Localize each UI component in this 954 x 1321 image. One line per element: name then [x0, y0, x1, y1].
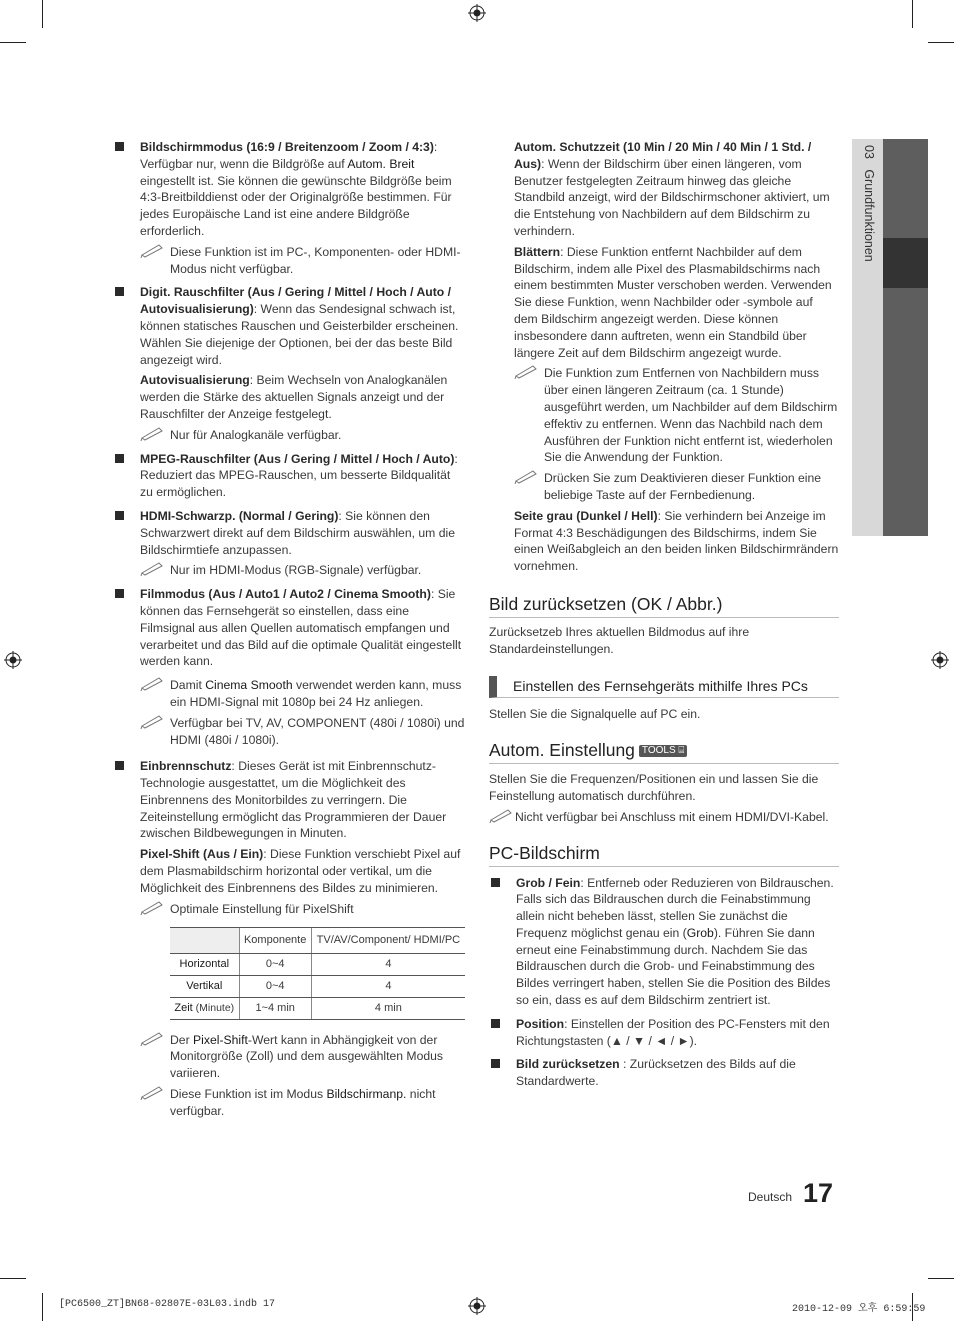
crop-mark: [0, 42, 26, 43]
chapter-tab-marker: [883, 238, 928, 288]
note-pencil-icon: [140, 560, 164, 576]
table-header: [170, 928, 239, 954]
table-header-row: [170, 928, 465, 954]
table-cell-label: [170, 976, 239, 998]
term: Position: [516, 1016, 565, 1031]
paragraph: [140, 758, 465, 842]
crop-mark: [912, 0, 913, 28]
table-cell-label: [170, 954, 239, 976]
right-column: [489, 139, 839, 1097]
note-text-bold: Pixel-Shift: [193, 1032, 248, 1047]
note: [489, 809, 839, 826]
note-text-bold: Cinema Smooth: [205, 678, 293, 693]
note: [140, 677, 465, 711]
bullet-icon: [491, 878, 500, 887]
list-item: [113, 451, 465, 501]
footer-language: Deutsch: [748, 1190, 793, 1204]
description: : Diese Funktion verschiebt Pixel auf dem Plasmabildschirm horizontal oder vertikal, um die Möglichkeit des Einbrennens des Bildes zu minimieren.: [140, 847, 461, 895]
table-cell-label: [170, 997, 239, 1019]
bullet-icon: [491, 1059, 500, 1068]
page-number: 17: [803, 1178, 834, 1208]
bullet-icon: [115, 589, 124, 598]
term: MPEG-Rauschfilter (Aus / Gering / Mittel / Hoch / Auto): [140, 451, 455, 466]
description: : Verfügbar nur, wenn die Bildgröße auf: [140, 140, 438, 171]
note-pencil-icon: [140, 1030, 164, 1046]
chapter-number: 03: [862, 145, 876, 159]
registration-mark-icon: [4, 651, 22, 669]
list-item: [113, 284, 465, 443]
term: Digit. Rauschfilter (Aus / Gering / Mittel / Hoch / Auto / Autovisualisierung): [140, 285, 452, 317]
note: [140, 1032, 465, 1082]
note: [140, 901, 465, 918]
section-title-pc-screen: PC-Bildschirm: [489, 842, 839, 867]
bullet-icon: [115, 761, 124, 770]
table-cell: 1~4 min: [239, 997, 311, 1019]
table-cell: 0~4: [239, 954, 311, 976]
note-pencil-icon: [514, 468, 538, 484]
term: Seite grau (Dunkel / Hell): [514, 508, 658, 523]
description: : Dieses Gerät ist mit Einbrennschutz-Technologie ausgestattet, um die Möglichkeit des Einbrennens des Monitorbildes zu verringern. Die Zeiteinstellung ermöglicht das Programmieren der Dauer zwischen Bildbewegungen in Minuten.: [140, 759, 447, 841]
section-title-auto: [489, 739, 839, 764]
term-inline: Autom. Breit: [347, 156, 415, 171]
description: eingestellt ist. Sie können die gewünschte Bildgröße beim 4:3-Breitbilddienst oder der Originalgröße bestimmen. Für jedes Europäische Land ist eine andere Bildgröße erforderlich.: [140, 173, 452, 238]
paragraph: [140, 451, 465, 501]
table-cell: 4: [311, 954, 465, 976]
note-pencil-icon: [140, 713, 164, 729]
note-text: Diese Funktion ist im PC-, Komponenten- oder HDMI-Modus nicht verfügbar.: [170, 244, 461, 276]
list-item: [113, 508, 465, 579]
description: : Diese Funktion entfernt Nachbilder auf dem Bildschirm, indem alle Pixel des Plasmabildschirms nach einem bestimmten Muster verschoben werden. Verwenden Sie diese Funktion, wenn Nachbilder oder -symbole auf dem Bildschirm angezeigt werden. Diese können insbesondere dann auftreten, wenn ein Standbild über längere Zeit auf dem Bildschirm angezeigt wurde.: [514, 244, 832, 360]
description: : Sie verhindern bei Anzeige im Format 4:3 Beschädigungen des Bildschirms, indem Sie einen Weißabgleich an den beiden linken Bildschirmrändern vornehmen.: [514, 508, 839, 574]
note-text-post: -Wert kann in Abhängigkeit von der Monitorgröße (Zoll) und dem ausgewählten Modus variieren.: [170, 1032, 443, 1081]
term: HDMI-Schwarzp. (Normal / Gering): [140, 508, 339, 523]
crop-mark: [928, 42, 954, 43]
crop-mark: [0, 1278, 26, 1279]
note-text: Nicht verfügbar bei Anschluss mit einem HDMI/DVI-Kabel.: [515, 809, 829, 824]
imprint-file: [PC6500_ZT]BN68-02807E-03L03.indb 17: [59, 1299, 276, 1310]
table-cell: 4: [311, 976, 465, 998]
list-item: [489, 1056, 839, 1090]
paragraph: [516, 1016, 839, 1050]
description: : Reduziert das MPEG-Rauschen, um besserte Bildqualität zu ermöglichen.: [140, 451, 458, 500]
table-header: Komponente: [239, 928, 311, 954]
description: : Zurücksetzen des Bilds auf die Standardwerte.: [516, 1057, 796, 1089]
crop-mark: [42, 1293, 43, 1321]
description: ). Führen Sie dann erneut eine Feinabstimmung durch. Nachdem Sie das Bildrauschen durch die Grob- und Feinabstimmung des Bildes verringert haben, stellen Sie die Position des Bildes so ein, dass es auf dem Bildschirm zentriert ist.: [516, 925, 831, 1008]
pixel-shift-table: [170, 927, 465, 1019]
note-pencil-icon: [140, 242, 164, 258]
paragraph: [140, 372, 465, 422]
bullet-icon: [491, 1019, 500, 1028]
description: : Sie können das Fernsehgerät so einstellen, dass eine Filmsignal aus allen Quellen automatisch empfangen und verarbeitet und das Bild auf die optimale Qualität eingestellt werden kann.: [140, 587, 462, 669]
note: [140, 1086, 465, 1120]
paragraph: [140, 586, 465, 670]
note: [514, 470, 839, 504]
row-label: Zeit: [174, 1001, 193, 1014]
subsection-title-pc: Einstellen des Fernsehgeräts mithilfe Ihres PCs: [489, 676, 839, 699]
note-text: Drücken Sie zum Deaktivieren dieser Funktion eine beliebige Taste auf der Fernbedienung.: [544, 471, 822, 502]
row-label: Vertikal: [186, 980, 223, 993]
note-text: Nur für Analogkanäle verfügbar.: [170, 427, 342, 442]
note: [514, 365, 839, 466]
section-text: Stellen Sie die Frequenzen/Positionen ein und lassen Sie die Feinstellung automatisch durchführen.: [489, 772, 819, 803]
table-body: [170, 954, 465, 1019]
term: Einbrennschutz: [140, 759, 232, 774]
note-pencil-icon: [140, 899, 164, 915]
crop-mark: [42, 0, 43, 28]
table-cell: 0~4: [239, 976, 311, 998]
paragraph: [140, 139, 465, 240]
note-text: Die Funktion zum Entfernen von Nachbildern muss über einen längeren Zeitraum (ca. 1 Stunde) ausgeführt werden, um Nachbilder auf dem Bildschirm effektiv zu entfernen. Wenn das Nachbild nach dem Ausführen der Funktion nicht entfernt ist, wiederholen Sie die Anwendung der Funktion.: [544, 366, 838, 465]
note-pencil-icon: [140, 425, 164, 441]
registration-mark-icon: [468, 4, 486, 22]
table-row: [170, 954, 465, 976]
bullet-icon: [115, 454, 124, 463]
section-title-text: Autom. Einstellung: [489, 740, 635, 761]
description: : Entferneb oder Reduzieren von Bildrauschen. Falls sich das Bildrauschen durch die Feinabstimmung allein nicht beheben lässt, stellen Sie zunächst die Frequenz möglichst genau ein (: [516, 875, 834, 940]
registration-mark-icon: [468, 1297, 486, 1315]
note-text: Optimale Einstellung für PixelShift: [170, 901, 354, 916]
note-text-post: verwendet werden kann, muss ein HDMI-Signal mit 1080p bei 24 Hz anliegen.: [170, 678, 462, 709]
bullet-icon: [115, 142, 124, 151]
paragraph: [516, 875, 839, 1009]
term: Autom. Schutzzeit (10 Min / 20 Min / 40 Min / 1 Std. / Aus): [514, 140, 812, 171]
paragraph: [516, 1056, 839, 1090]
section-text: Stellen Sie die Signalquelle auf PC ein.: [489, 707, 701, 722]
term: Pixel-Shift (Aus / Ein): [140, 847, 264, 862]
note: [140, 427, 465, 444]
description: : Sie können den Schwarzwert direkt auf dem Bildschirm auswählen, um die Bildschirmtiefe anzupassen.: [140, 508, 455, 557]
left-items: [113, 139, 465, 670]
description: : Wenn das Sendesignal schwach ist, können statisches Rauschen und Geisterbilder erscheinen. Wählen Sie diejenige der Optionen, bei der das beste Bild angezeigt wird.: [140, 302, 459, 367]
paragraph: [140, 284, 465, 368]
term: Blättern: [514, 244, 561, 259]
left-column: [113, 139, 465, 1127]
table-header: TV/AV/Component/ HDMI/PC: [311, 928, 465, 954]
note: [140, 562, 465, 579]
list-item: [113, 758, 465, 1119]
term: Filmmodus (Aus / Auto1 / Auto2 / Cinema Smooth): [140, 587, 431, 602]
tools-badge: TOOLS ⌸: [639, 745, 688, 757]
term: Bildschirmmodus (16:9 / Breitenzoom / Zoom / 4:3): [140, 140, 434, 154]
imprint-date: 2010-12-09 오후 6:59:59: [792, 1304, 926, 1315]
section-text: Zurücksetzeb Ihres aktuellen Bildmodus auf ihre Standardeinstellungen.: [489, 624, 750, 656]
term-inline: Grob: [686, 925, 714, 940]
bullet-icon: [115, 511, 124, 520]
note-pencil-icon: [489, 807, 513, 823]
list-item: [113, 139, 465, 277]
chapter-title: Grundfunktionen: [862, 169, 876, 262]
note-pencil-icon: [514, 363, 538, 379]
section-title-reset: Bild zurücksetzen (OK / Abbr.): [489, 593, 839, 618]
crop-mark: [928, 1278, 954, 1279]
table-row: [170, 976, 465, 998]
note-text-pre: Damit: [170, 678, 206, 693]
tools-label: TOOLS: [641, 745, 676, 757]
list-item: [489, 875, 839, 1009]
bullet-icon: [115, 287, 124, 296]
note-pencil-icon: [140, 1084, 164, 1100]
table-row: [170, 997, 465, 1019]
note-text-pre: Diese Funktion ist im Modus: [170, 1087, 327, 1102]
row-unit: (Minute): [192, 1001, 235, 1014]
note-pencil-icon: [140, 675, 164, 691]
description: : Beim Wechseln von Analogkanälen werden die Stärke des aktuellen Signals anzeigt und der Rauschfilter der Anzeige festgelegt.: [140, 373, 448, 421]
chapter-tab-dark: [883, 139, 928, 536]
chapter-label: [862, 145, 876, 262]
paragraph: [514, 244, 839, 362]
burn-in-continued: [489, 139, 839, 575]
list-item: [113, 586, 465, 670]
description: : Wenn der Bildschirm über einen längeren, vom Benutzer festgelegten Zeitraum hinweg das gleiche Standbild anzeigt, wird der Bildschirmschoner aktiviert, um die Entstehung von Nachbildern auf dem Bildschirm zu verhindern.: [514, 156, 830, 238]
paragraph: [514, 508, 839, 575]
term: Bild zurücksetzen: [516, 1057, 620, 1072]
registration-mark-icon: [931, 651, 949, 669]
paragraph: [140, 508, 465, 558]
paragraph: [514, 139, 839, 240]
note-text-pre: Der: [170, 1032, 194, 1047]
term: Grob / Fein: [516, 875, 581, 890]
term: Autovisualisierung: [140, 373, 250, 388]
note-text: Nur im HDMI-Modus (RGB-Signale) verfügbar.: [170, 563, 422, 578]
table-cell: 4 min: [311, 997, 465, 1019]
description: : Einstellen der Position des PC-Fensters mit den Richtungstasten (▲ / ▼ / ◄ / ►).: [516, 1016, 830, 1048]
note: [140, 244, 465, 278]
note-text-post: nicht verfügbar.: [170, 1087, 436, 1118]
note: [140, 715, 465, 749]
row-label: Horizontal: [179, 958, 230, 971]
paragraph: [140, 846, 465, 896]
note-text-bold: Bildschirmanp.: [326, 1087, 407, 1102]
note-text: Verfügbar bei TV, AV, COMPONENT (480i / 1080i) und HDMI (480i / 1080i).: [170, 715, 465, 747]
pc-items: [489, 875, 839, 1091]
list-item: [489, 1016, 839, 1050]
